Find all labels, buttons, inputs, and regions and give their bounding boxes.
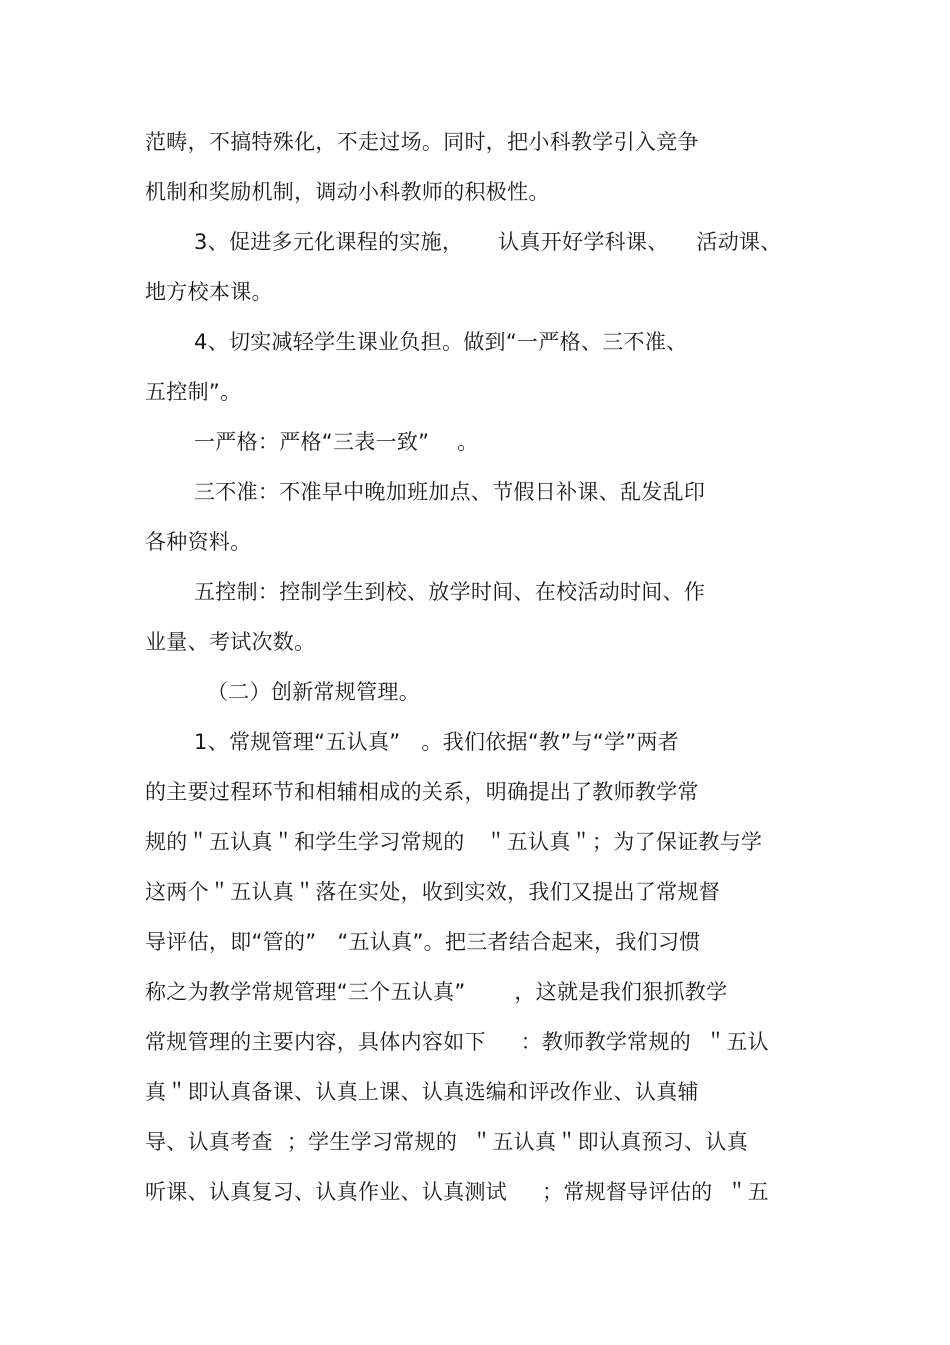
text-line-5: 4、切实减轻学生课业负担。做到“一严格、三不准、 [194,330,688,354]
text-line-9: 各种资料。 [145,530,252,554]
text-line-20: 真＂即认真备课、认真上课、认真选编和评改作业、认真辅 [145,1080,699,1104]
text-line-15: 规的＂五认真＂和学生学习常规的 ＂五认真＂；为了保证教与学 [145,830,763,854]
text-line-19: 常规管理的主要内容，具体内容如下 ：教师教学常规的 ＂五认 [145,1030,769,1054]
text-line-3: 3、促进多元化课程的实施， 认真开好学科课、 活动课、 [194,230,782,254]
text-line-14: 的主要过程环节和相辅相成的关系，明确提出了教师教学常 [145,780,699,804]
text-line-7: 一严格：严格“三表一致” 。 [194,430,479,454]
text-line-16: 这两个＂五认真＂落在实处，收到实效，我们又提出了常规督 [145,880,721,904]
text-line-13: 1、常规管理“五认真” 。我们依据“教”与“学”两者 [194,730,680,754]
section-heading: （二）创新常规管理。 [207,680,420,704]
text-line-18: 称之为教学常规管理“三个五认真” ，这就是我们狠抓教学 [145,980,728,1004]
text-line-1: 范畴，不搞特殊化，不走过场。同时，把小科教学引入竞争 [145,130,699,154]
text-line-6: 五控制”。 [145,380,242,404]
text-line-11: 业量、考试次数。 [145,630,316,654]
text-line-10: 五控制：控制学生到校、放学时间、在校活动时间、作 [194,580,706,604]
text-line-17: 导评估，即“管的” “五认真”。把三者结合起来，我们习惯 [145,930,701,954]
text-line-4: 地方校本课。 [145,280,273,304]
text-line-8: 三不准：不准早中晚加班加点、节假日补课、乱发乱印 [194,480,706,504]
text-line-22: 听课、认真复习、认真作业、认真测试 ；常规督导评估的 ＂五 [145,1180,769,1204]
text-line-2: 机制和奖励机制，调动小科教师的积极性。 [145,180,550,204]
text-line-21: 导、认真考查 ；学生学习常规的 ＂五认真＂即认真预习、认真 [145,1130,748,1154]
